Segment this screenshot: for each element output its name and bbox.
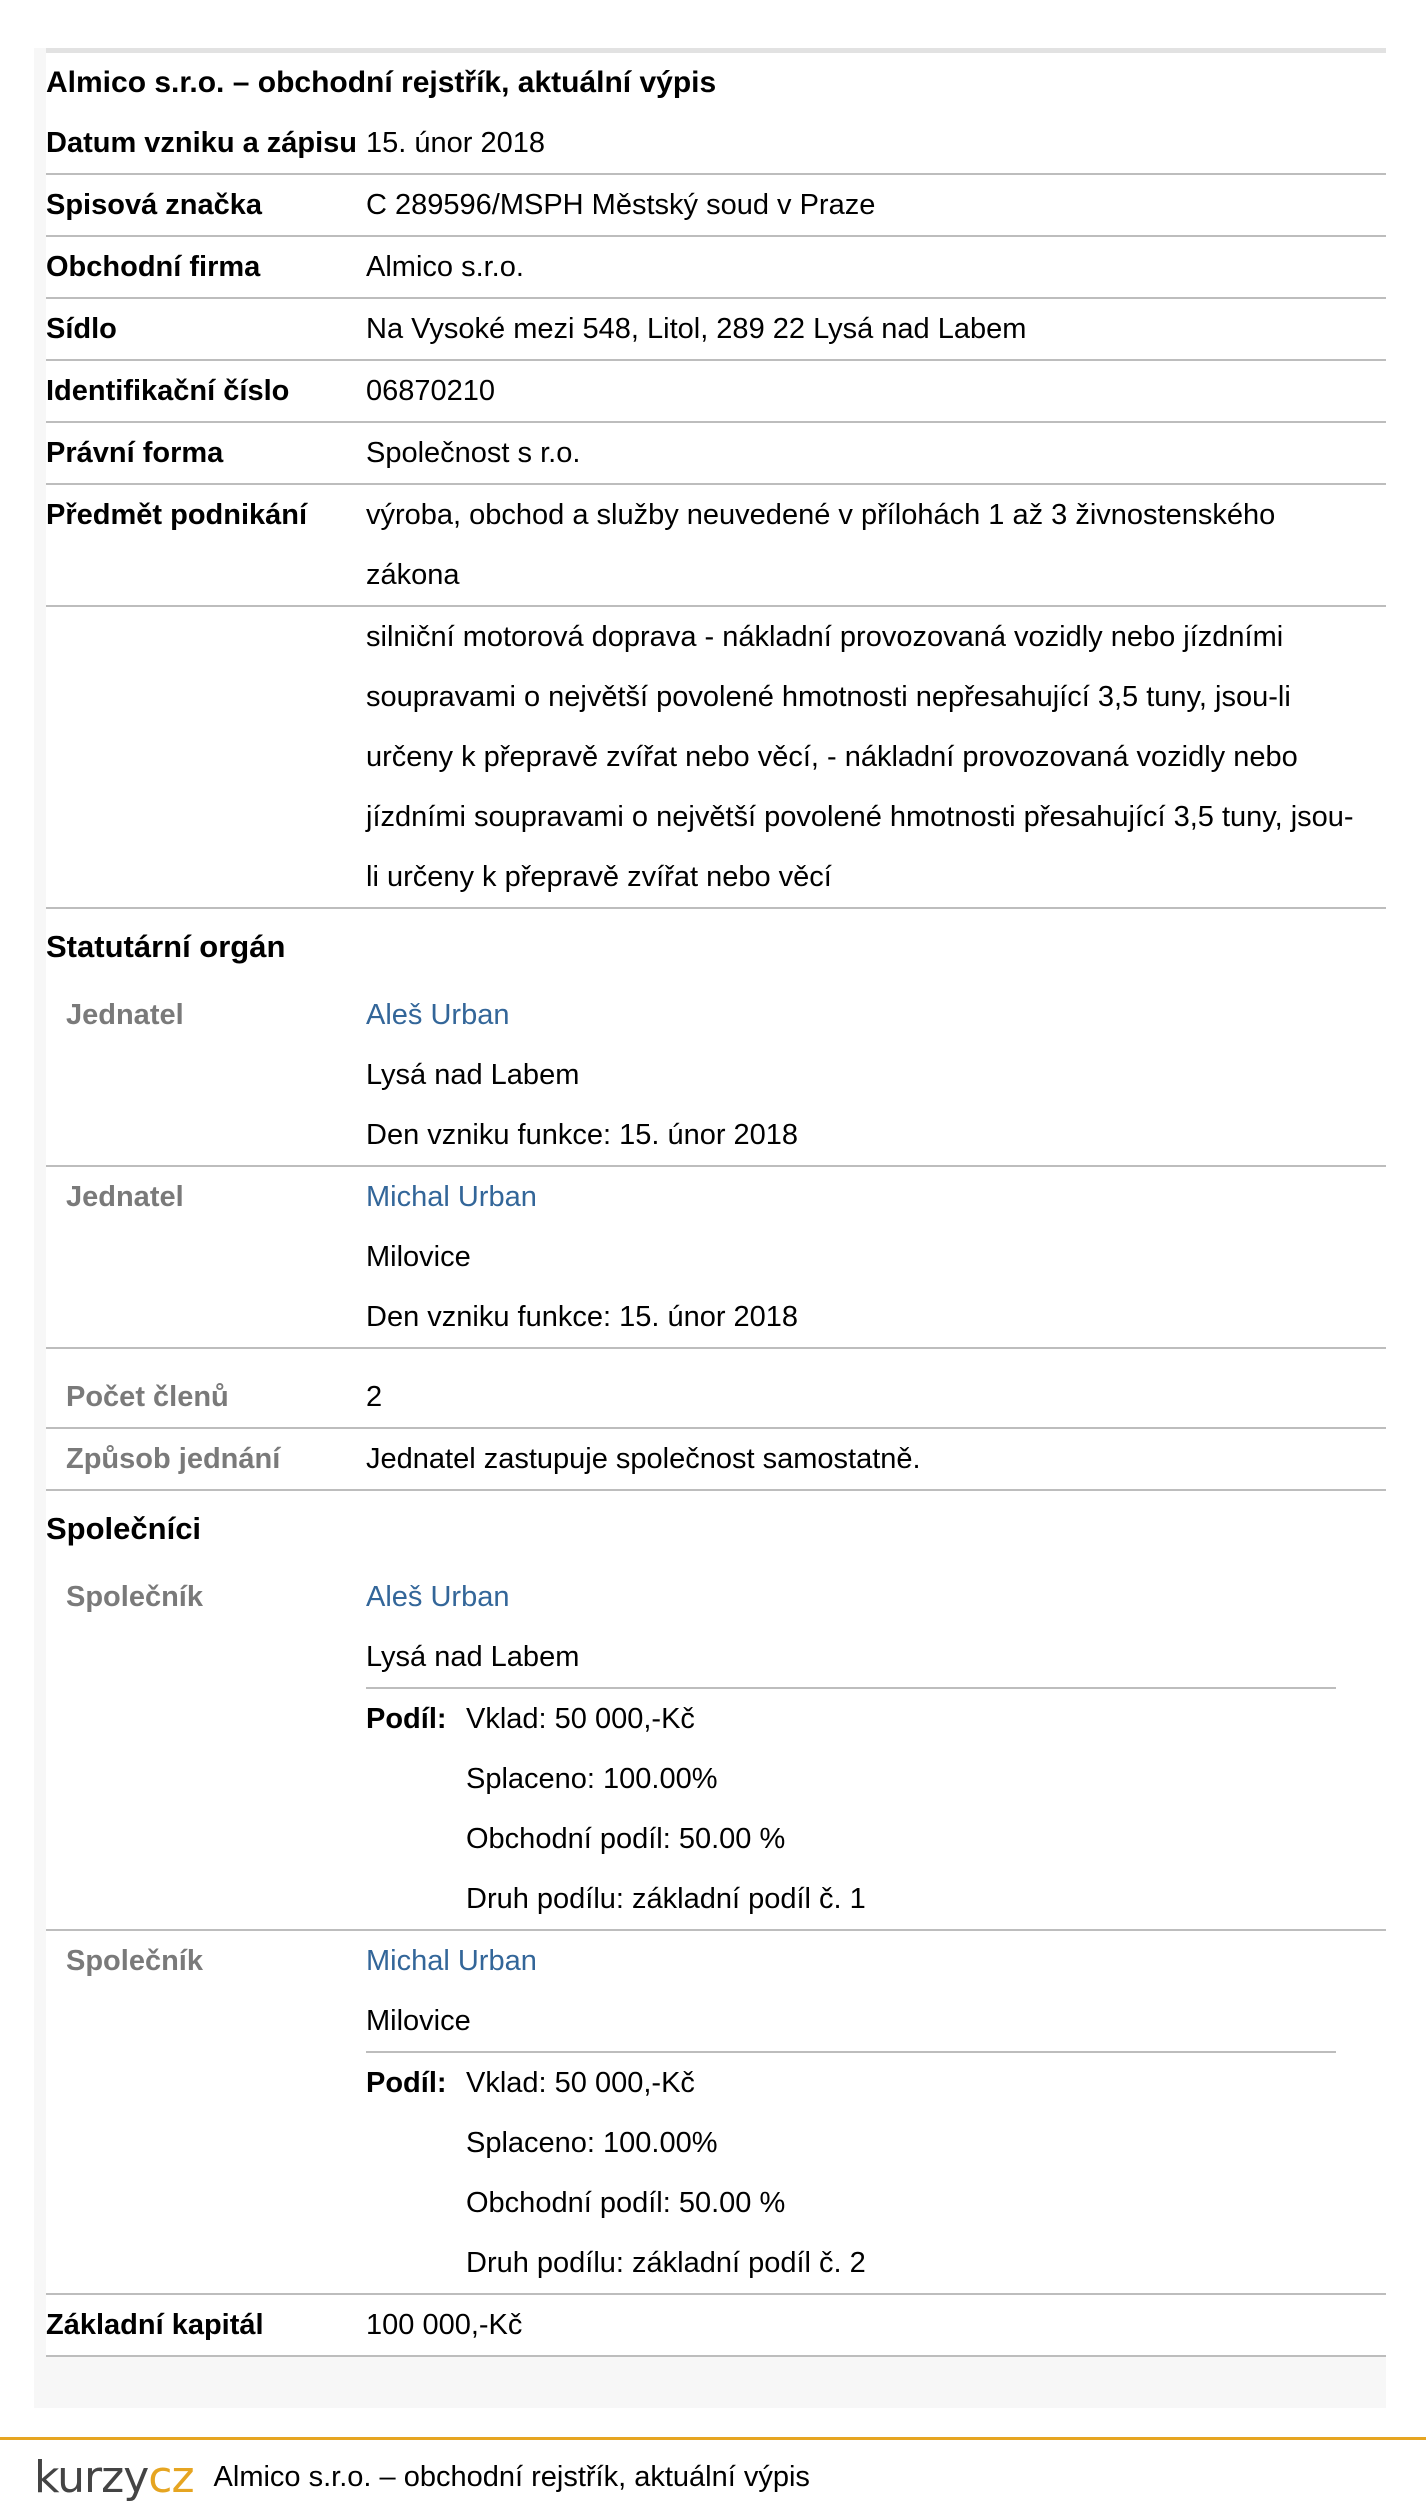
row-datum-vzniku <box>46 113 1386 175</box>
register-extract <box>46 48 1386 2357</box>
value-predmet-podnikani-2: silniční motorová doprava - nákladní provozovaná vozidly nebo jízdními soupravami o největší povolené hmotnosti nepřesahující 3,5 tuny, jsou-li určeny k přepravě zvířat nebo věcí, - nákladní provozovaná vozidly nebo jízdními soupravami o největší povolené hmotnosti přesahující 3,5 tuny, jsou-li určeny k přepravě zvířat nebo věcí <box>366 621 1354 893</box>
row-ico <box>46 361 1386 423</box>
podil-splaceno: Splaceno: 100.00% <box>466 2127 718 2159</box>
podil-label: Podíl: <box>366 2067 447 2099</box>
podil-splaceno: Splaceno: 100.00% <box>466 1763 718 1795</box>
row-obchodni-firma <box>46 237 1386 299</box>
value-zakladni-kapital: 100 000,-Kč <box>366 2309 523 2341</box>
extract-title: Almico s.r.o. – obchodní rejstřík, aktuální výpis <box>46 66 717 99</box>
value-spisova-znacka: C 289596/MSPH Městský soud v Praze <box>366 189 876 221</box>
logo-text-cz: cz <box>148 2452 194 2503</box>
row-pocet-clenu <box>46 1367 1386 1429</box>
jednatel-2-since: Den vzniku funkce: 15. únor 2018 <box>366 1301 799 1333</box>
label-spolecnik: Společník <box>66 1945 203 1977</box>
jednatel-1-since: Den vzniku funkce: 15. únor 2018 <box>366 1119 799 1151</box>
row-sidlo <box>46 299 1386 361</box>
value-jednatel-1 <box>366 985 1386 1165</box>
podil-obchodni: Obchodní podíl: 50.00 % <box>466 1823 786 1855</box>
spolecnik-2-podil <box>366 2053 1366 2293</box>
podil-druh: Druh podílu: základní podíl č. 1 <box>466 1883 866 1915</box>
label-empty <box>46 607 366 907</box>
value-spolecnik-2 <box>366 1931 1386 2293</box>
label-obchodni-firma: Obchodní firma <box>46 251 261 283</box>
label-spolecnik: Společník <box>66 1581 203 1613</box>
link-jednatel-ales-urban[interactable]: Aleš Urban <box>366 999 510 1031</box>
label-sidlo: Sídlo <box>46 313 117 345</box>
spacer <box>46 1349 1386 1367</box>
link-spolecnik-ales-urban[interactable]: Aleš Urban <box>366 1581 510 1613</box>
value-obchodni-firma: Almico s.r.o. <box>366 251 524 283</box>
label-zpusob-jednani: Způsob jednání <box>66 1443 281 1475</box>
label-zakladni-kapital: Základní kapitál <box>46 2309 264 2341</box>
label-ico: Identifikační číslo <box>46 375 290 407</box>
value-ico: 06870210 <box>366 375 496 407</box>
row-zakladni-kapital <box>46 2295 1386 2357</box>
label-pocet-clenu: Počet členů <box>66 1381 229 1413</box>
section-statutarni-organ: Statutární orgán <box>46 929 286 964</box>
value-pocet-clenu: 2 <box>366 1381 383 1413</box>
spolecnik-2-city: Milovice <box>366 2005 471 2037</box>
value-pravni-forma: Společnost s r.o. <box>366 437 581 469</box>
podil-obchodni: Obchodní podíl: 50.00 % <box>466 2187 786 2219</box>
podil-label: Podíl: <box>366 1703 447 1735</box>
spolecnik-1-city: Lysá nad Labem <box>366 1641 580 1673</box>
logo-text-kurzy: kurzy <box>34 2452 149 2503</box>
spolecnik-1-podil <box>366 1689 1366 1929</box>
value-zpusob-jednani: Jednatel zastupuje společnost samostatně. <box>366 1443 921 1475</box>
label-jednatel: Jednatel <box>66 1181 184 1213</box>
link-spolecnik-michal-urban[interactable]: Michal Urban <box>366 1945 537 1977</box>
footer-title: Almico s.r.o. – obchodní rejstřík, aktuální výpis <box>213 2461 810 2493</box>
jednatel-1-city: Lysá nad Labem <box>366 1059 580 1091</box>
row-jednatel-1 <box>46 985 1386 1167</box>
row-predmet-podnikani <box>46 485 1386 607</box>
label-predmet-podnikani: Předmět podnikání <box>46 499 308 531</box>
value-jednatel-2 <box>366 1167 1386 1347</box>
row-predmet-podnikani-2 <box>46 607 1386 909</box>
label-spisova-znacka: Spisová značka <box>46 189 262 221</box>
value-spolecnik-1 <box>366 1567 1386 1929</box>
link-jednatel-michal-urban[interactable]: Michal Urban <box>366 1181 537 1213</box>
jednatel-2-city: Milovice <box>366 1241 471 1273</box>
value-datum-vzniku: 15. únor 2018 <box>366 127 545 159</box>
section-spolecnici: Společníci <box>46 1511 202 1546</box>
label-datum-vzniku: Datum vzniku a zápisu <box>46 127 358 159</box>
row-spolecnik-2 <box>46 1931 1386 2295</box>
value-predmet-podnikani-1: výroba, obchod a služby neuvedené v přílohách 1 až 3 živnostenského zákona <box>366 499 1276 591</box>
kurzy-cz-logo[interactable] <box>34 2452 194 2503</box>
podil-vklad: Vklad: 50 000,-Kč <box>466 2067 695 2099</box>
label-jednatel: Jednatel <box>66 999 184 1031</box>
page-background <box>34 48 1386 2408</box>
row-spolecnik-1 <box>46 1567 1386 1931</box>
podil-druh: Druh podílu: základní podíl č. 2 <box>466 2247 866 2279</box>
footer-bar <box>0 2437 1426 2515</box>
row-jednatel-2 <box>46 1167 1386 1349</box>
value-sidlo: Na Vysoké mezi 548, Litol, 289 22 Lysá nad Labem <box>366 313 1027 345</box>
row-zpusob-jednani <box>46 1429 1386 1491</box>
row-spisova-znacka <box>46 175 1386 237</box>
row-pravni-forma <box>46 423 1386 485</box>
label-pravni-forma: Právní forma <box>46 437 224 469</box>
podil-vklad: Vklad: 50 000,-Kč <box>466 1703 695 1735</box>
